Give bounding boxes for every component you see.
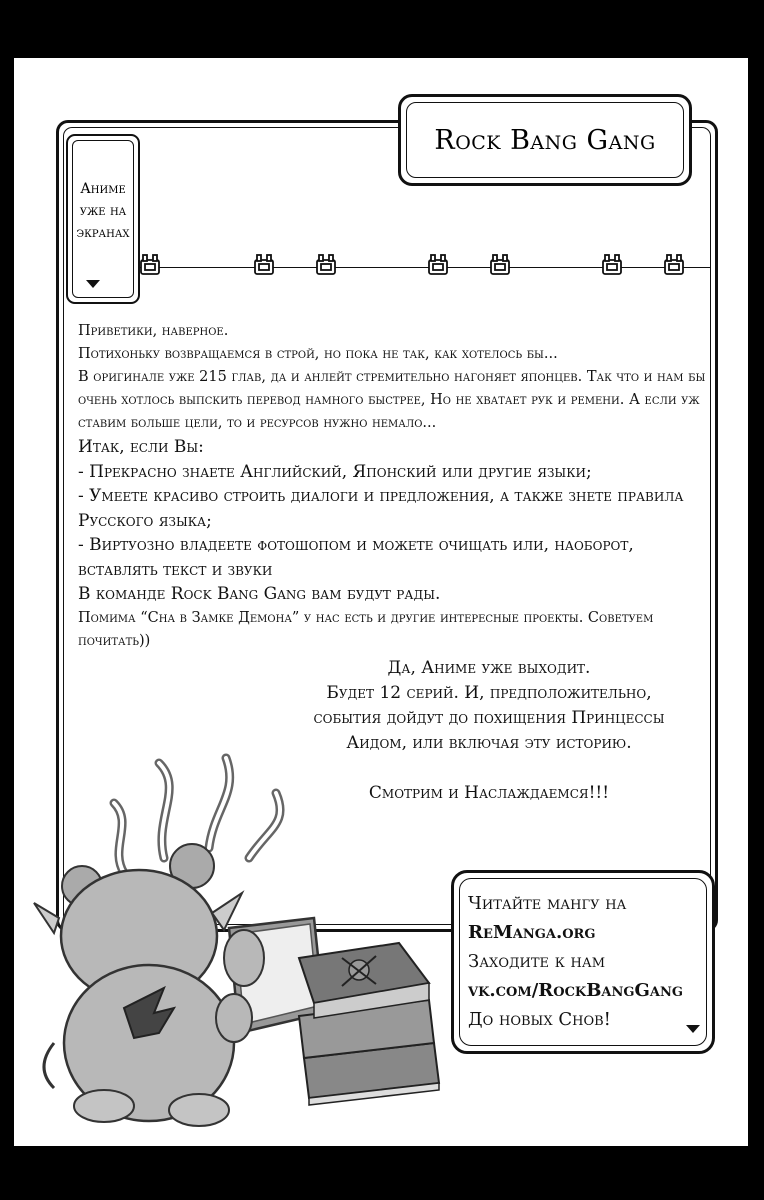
- page-title: Rock Bang Gang: [406, 102, 684, 178]
- closing-line: Аидом, или включая эту историю.: [346, 733, 632, 753]
- paragraph: Помима “Сна в Замке Демона” у нас есть и другие интересные проекты. Советуем почитать)): [78, 609, 654, 649]
- paragraph: - Прекрасно знаете Английский, Японский или другие языки;: [78, 461, 592, 482]
- page: [14, 58, 748, 1146]
- triangle-down-icon: [686, 1025, 700, 1033]
- vk-link[interactable]: vk.com/RockBangGang: [468, 980, 683, 1001]
- links-text: [468, 889, 683, 1034]
- paragraph: В оригинале уже 215 глав, да и анлейт стремительно нагоняет японцев. Так что и нам бы очень хотлось выпскить перевод намного быстрее, Но не хватает рук и ремени. А если уж ставим больше цели, то и ресурсов нужно немало...: [78, 369, 706, 431]
- links-box: [451, 870, 715, 1054]
- info-line: Читайте мангу на: [468, 893, 627, 914]
- closing-line: Смотрим и Наслаждаемся!!!: [368, 783, 610, 803]
- remanga-link[interactable]: ReManga.org: [468, 922, 596, 943]
- paragraph: - Умеете красиво строить диалоги и предложения, а также знете правила Русского языка;: [78, 486, 684, 531]
- closing-line: события дойдут до похищения Принцессы: [313, 708, 665, 728]
- paragraph: Приветики, наверное.: [78, 323, 229, 339]
- anime-badge-text: Аниме уже на экранах: [76, 181, 130, 241]
- closing-line: Да, Аниме уже выходит.: [387, 658, 591, 678]
- paragraph: Потихоньку возвращаемся в строй, но пока не так, как хотелось бы...: [78, 346, 558, 362]
- closing-line: Будет 12 серий. И, предположительно,: [326, 683, 652, 703]
- info-line: Заходите к нам: [468, 951, 606, 972]
- paragraph: В команде Rock Bang Gang вам будут рады.: [78, 584, 441, 604]
- paragraph: Итак, если Вы:: [78, 437, 204, 457]
- info-line: До новых Снов!: [468, 1009, 611, 1030]
- paragraph: - Виртуозно владеете фотошопом и можете очищать или, наоборот, вставлять текст и звуки: [78, 535, 634, 580]
